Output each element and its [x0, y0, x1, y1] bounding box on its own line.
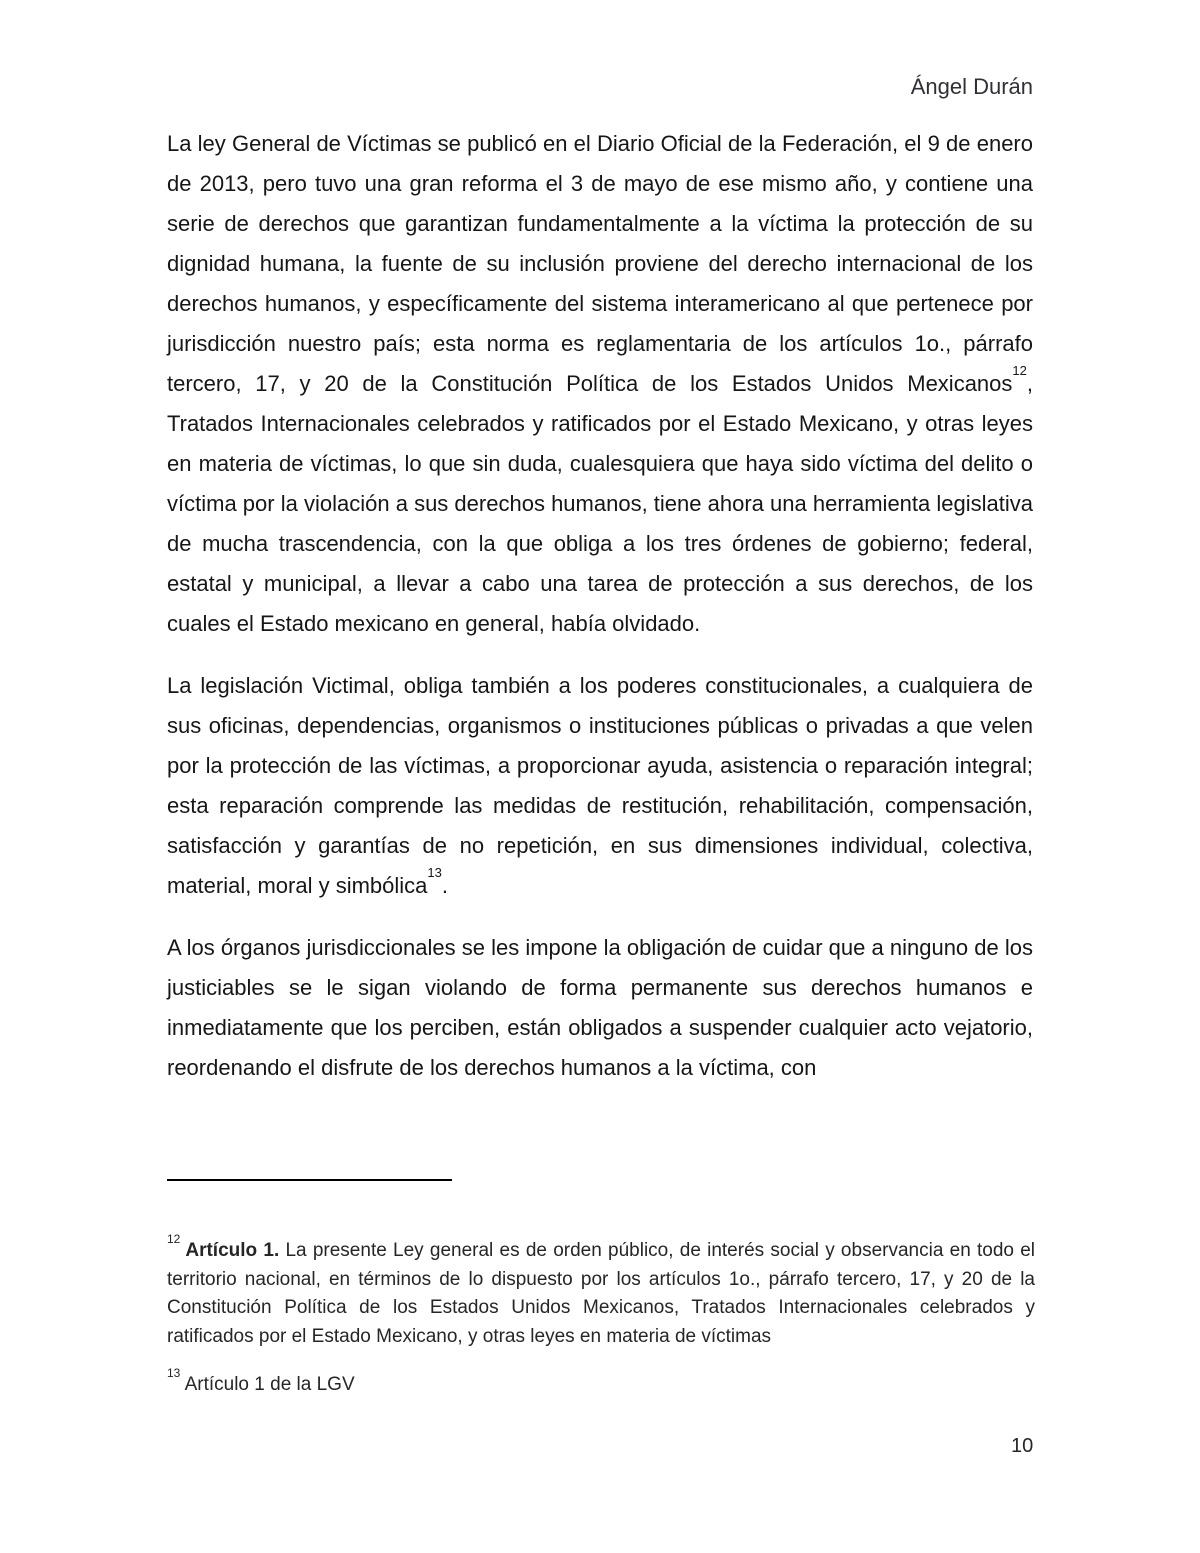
- paragraph-1-text-continued: , Tratados Internacionales celebrados y ratificados por el Estado Mexicano, y otras leyes en materia de víctimas, lo que sin duda, cualesquiera que haya sido víctima del delito o víctima por la violación a sus derechos humanos, tiene ahora una herramienta legislativa de mucha trascendencia, con la que obliga a los tres órdenes de gobierno; federal, estatal y municipal, a llevar a cabo una tarea de protección a sus derechos, de los cuales el Estado mexicano en general, había olvidado.: [167, 371, 1033, 636]
- paragraph-2-text: La legislación Victimal, obliga también a los poderes constitucionales, a cualquiera de sus oficinas, dependencias, organismos o instituciones públicas o privadas a que velen por la protección de las víctimas, a proporcionar ayuda, asistencia o reparación integral; esta reparación comprende las medidas de restitución, rehabilitación, compensación, satisfacción y garantías de no repetición, en sus dimensiones individual, colectiva, material, moral y simbólica: [167, 673, 1033, 898]
- page-number: 10: [1011, 1435, 1034, 1457]
- footnote-12: [167, 1231, 1035, 1351]
- footnote-13-text: Artículo 1 de la LGV: [180, 1374, 355, 1395]
- footnote-ref-13: 13: [427, 864, 442, 880]
- footnote-13-marker: 13: [167, 1365, 181, 1380]
- paragraph-1: [167, 124, 1033, 644]
- paragraph-2-text-continued: .: [441, 873, 448, 898]
- footnote-12-text: La presente Ley general es de orden público, de interés social y observancia en todo el territorio nacional, en términos de lo dispuesto por los artículos 1o., párrafo tercero, 17, y 20 de la Constitución Política de los Estados Unidos Mexicanos, Tratados Internacionales celebrados y ratificados por el Estado Mexicano, y otras leyes en materia de víctimas: [167, 1240, 1035, 1347]
- footnote-separator: [167, 1179, 452, 1181]
- paragraph-3: [167, 928, 1033, 1088]
- footnote-12-marker: 12: [167, 1231, 181, 1246]
- footnote-12-article-label: Artículo 1.: [185, 1240, 280, 1261]
- paragraph-1-text: La ley General de Víctimas se publicó en el Diario Oficial de la Federación, el 9 de enero de 2013, pero tuvo una gran reforma el 3 de mayo de ese mismo año, y contiene una serie de derechos que garantizan fundamentalmente a la víctima la protección de su dignidad humana, la fuente de su inclusión proviene del derecho internacional de los derechos humanos, y específicamente del sistema interamericano al que pertenece por jurisdicción nuestro país; esta norma es reglamentaria de los artículos 1o., párrafo tercero, 17, y 20 de la Constitución Política de los Estados Unidos Mexicanos: [167, 131, 1033, 396]
- footnote-13: [167, 1365, 1035, 1400]
- paragraph-3-text: A los órganos jurisdiccionales se les impone la obligación de cuidar que a ninguno de los justiciables se le sigan violando de forma permanente sus derechos humanos e inmediatamente que los perciben, están obligados a suspender cualquier acto vejatorio, reordenando el disfrute de los derechos humanos a la víctima, con: [167, 935, 1033, 1080]
- document-body: [167, 124, 1033, 1110]
- header-author: Ángel Durán: [910, 74, 1033, 99]
- paragraph-2: [167, 666, 1033, 906]
- footnote-ref-12: 12: [1012, 362, 1027, 378]
